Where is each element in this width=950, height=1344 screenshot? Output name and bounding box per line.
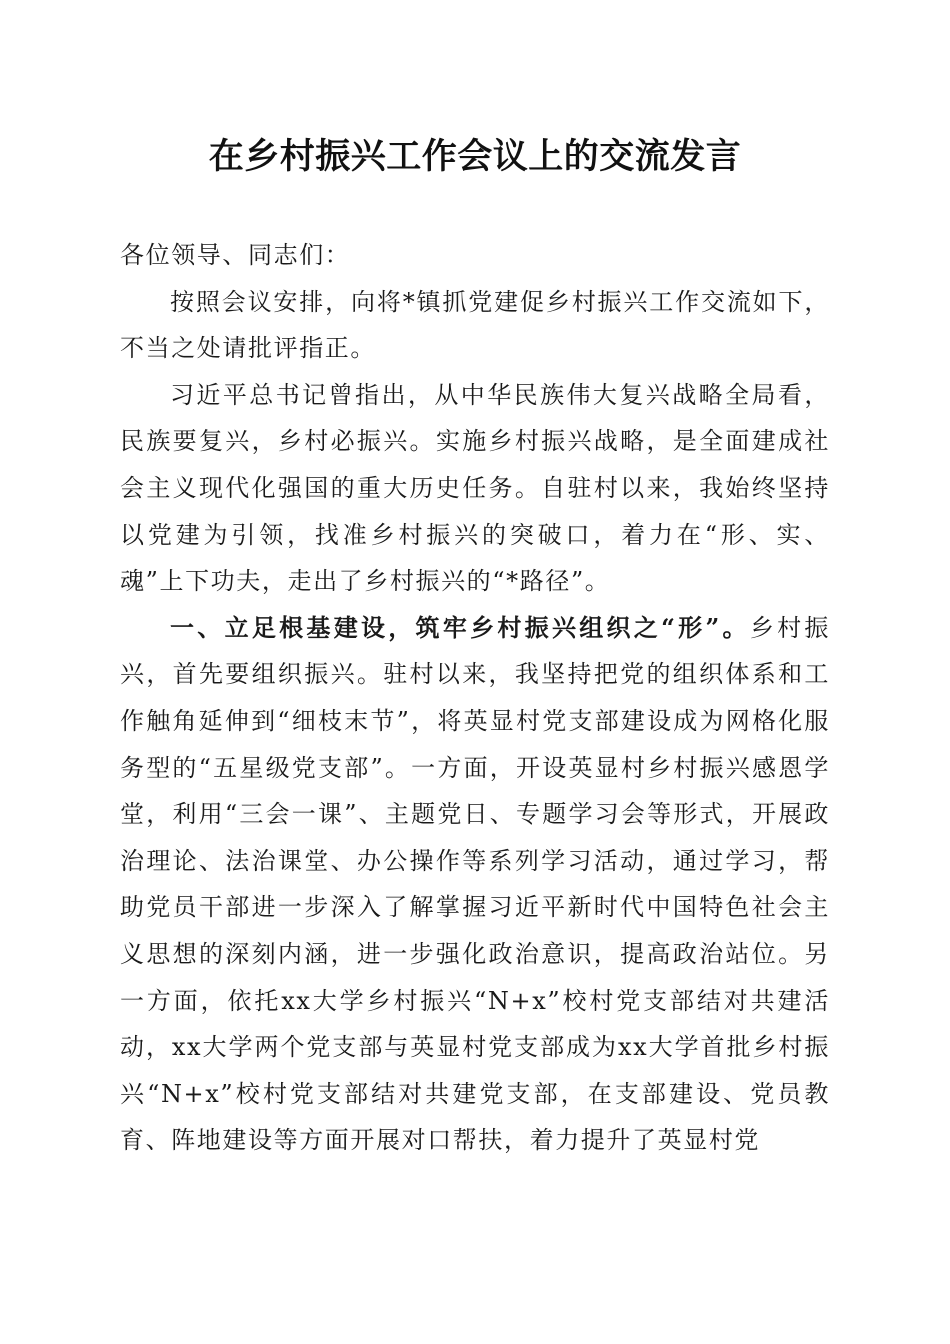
paragraph-intro: 按照会议安排，向将*镇抓党建促乡村振兴工作交流如下，不当之处请批评指正。 [120,287,830,363]
document-title: 在乡村振兴工作会议上的交流发言 [208,136,742,177]
paragraph-background: 习近平总书记曾指出，从中华民族伟大复兴战略全局看，民族要复兴，乡村必振兴。实施乡村振兴战略，是全面建成社会主义现代化强国的重大历史任务。自驻村以来，我始终坚持以党建为引领，找准乡村振兴的突破口，着力在“形、实、魂”上下功夫，走出了乡村振兴的“*路径”。 [120,380,830,596]
paragraph-section-one [120,605,830,1164]
document-body [120,232,830,1164]
section-one-heading: 一、立足根基建设，筑牢乡村振兴组织之“形”。 [170,612,750,642]
section-one-text: 乡村振兴，首先要组织振兴。驻村以来，我坚持把党的组织体系和工作触角延伸到“细枝末节”，将英显村党支部建设成为网格化服务型的“五星级党支部”。一方面，开设英显村乡村振兴感恩学堂，利用“三会一课”、主题党日、专题学习会等形式，开展政治理论、法治课堂、办公操作等系列学习活动，通过学习，帮助党员干部进一步深入了解掌握习近平新时代中国特色社会主义思想的深刻内涵，进一步强化政治意识，提高政治站位。另一方面，依托xx大学乡村振兴“N+x”校村党支部结对共建活动，xx大学两个党支部与英显村党支部成为xx大学首批乡村振兴“N+x”校村党支部结对共建党支部，在支部建设、党员教育、阵地建设等方面开展对口帮扶，着力提升了英显村党 [120,613,830,1155]
salutation: 各位领导、同志们： [120,241,351,269]
